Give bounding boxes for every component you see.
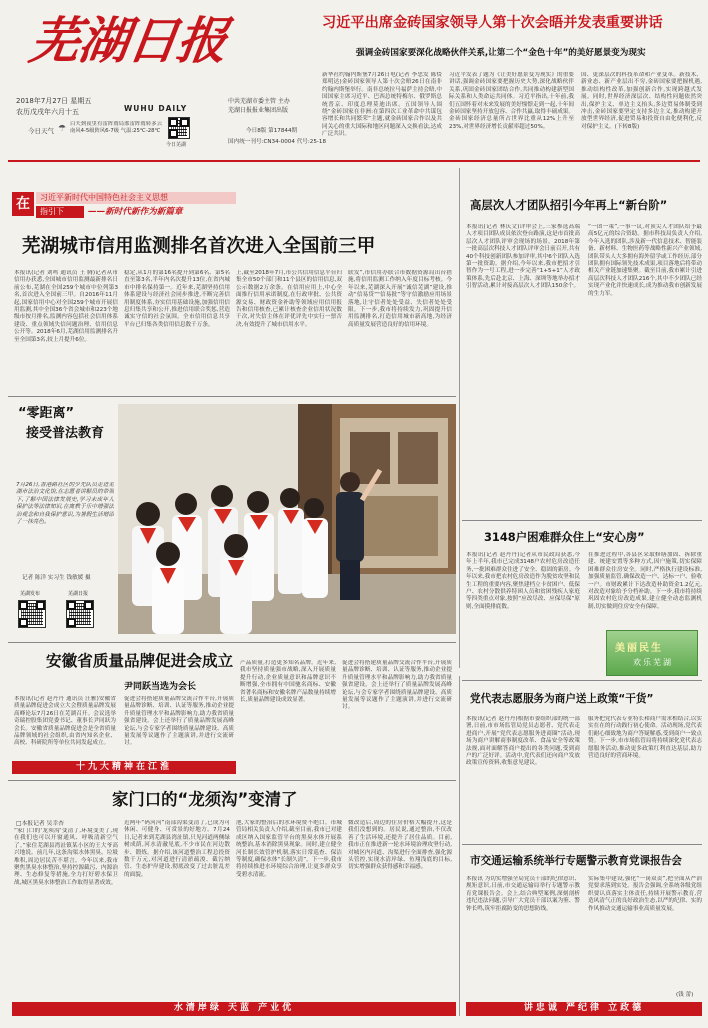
- party-headline: 党代表志愿服务为商户送上政策“干货”: [470, 693, 654, 705]
- divider: [462, 844, 702, 845]
- traffic-column-2: 实际集中建设,强化“一岗双责”,把全面从严治党要求落到实处。报告会强调,全系统各级党组织要认真落实主体责任,持续开展警示教育,营造风清气正的良好政治生态,以严的纪律、实的作风推动交通运输事业高质量发展。: [588, 876, 702, 912]
- credit-column-2: 稳定,从1月的第16名提升到第6名、第5名直至第3名,半年内名次提升13位,在省内城市中排名保持第一。近年来,芜湖坚持信用体系建设与经济社会同步推进,不断完善信用制度体系,夯实信用基础设施,加强信用信息归集共享和公开,推进信用联合奖惩,营造诚实守信的社会氛围。全市信用信息共享平台已归集各类信用信息数千万条。: [124, 270, 230, 328]
- lead-column-3: 国、更深层次的科技革命和产业变革。新技术、新业态、新产业层出不穷,金砖国家要把握机遇,推动结构性改革,加强创新合作,实现跨越式发展。同时,世界经济深层次、结构性问题依然突出,保护主义、单边主义抬头,多边贸易体制受到冲击,金砖国家要坚定支持多边主义,推动构建开放型世界经济,促进贸易和投资自由化便利化,反对保护主义。(下转8版): [581, 72, 702, 130]
- banner-kicker: 在: [12, 192, 34, 216]
- date-line: 2018年7月27日 星期五: [16, 97, 92, 105]
- lead-subhead: 强调金砖国家要深化战略伙伴关系,让第二个“金色十年”的美好愿景变为现实: [356, 48, 646, 58]
- drain-headline: 家门口的“龙须沟”变清了: [112, 790, 298, 809]
- banner-label-2: 指引下: [36, 206, 84, 218]
- drain-column-3: 池,大家的整治后的水环境赞不绝口。市城管局相关负责人介绍,截至目前,我市已对建成区纳入国家监管平台的黑臭水体开展系统整治,基本消除黑臭现象。同时,建立健全河长制长效管护机制,落实日常巡查、保洁等制度,确保水体“长制久清”。下一步,我市将持续推进水环境综合治理,让更多群众享受碧水清流。: [236, 820, 342, 878]
- divider: [8, 642, 456, 643]
- issn-line: 国内统一刊号:CN34-0004 代号:25-18: [228, 139, 327, 145]
- divider: [8, 780, 456, 781]
- weather-label: 今日天气: [28, 127, 54, 135]
- publisher-line2: 芜湖日报报业集团出版: [228, 107, 289, 114]
- qr-label: 今日芜湖: [166, 142, 187, 148]
- law-photo-credit: 记者 陈洋 实习生 钱敏媛 摄: [22, 575, 91, 581]
- law-photo-illustration: [118, 404, 456, 634]
- weather-icon: ☂: [58, 124, 67, 134]
- law-headline-1: “零距离”: [18, 406, 75, 421]
- traffic-column-1: 本报讯 为切实增强全局党员干部的纪律意识、规矩意识,日前,市交通运输局举行专题警示教育党课报告会。会上,结合典型案例,深刻剖析违纪违法问题,引导广大党员干部以案为鉴、警钟长鸣,筑牢拒腐防变的思想防线。: [466, 876, 580, 912]
- newspaper-logo: 芜湖日报: [25, 11, 231, 70]
- lead-column-2: 习近平发表了题为《让美好愿景变为现实》的重要讲话,强调金砖国家要把握历史大势,深化战略伙伴关系,巩固金砖国家团结合作,共同推动构建新型国际关系和人类命运共同体。习近平指出,十年前,我们五国怀着对未来发展的美好憧憬走到一起,十年间金砖国家坚持开放包容、合作共赢,取得丰硕成果。金砖国家经济总量所占世界比重从12%上升至23%,对世界经济增长贡献率超过50%。: [449, 72, 574, 130]
- ad-subtitle: 欢乐芜湖: [633, 658, 673, 667]
- credit-column-4: 联发”,市信用办联合市数据资源局出台措施,将信用监测工作纳入年度目标考核。今年以来,芜湖深入开展“诚信芜湖”建设,推动“信易贷”“信易批”等守信激励应用场景落地,让守信者处处受益、失信者处处受限。下一步,我市将持续发力,巩固提升信用监测排名,打造信用城市新高地,为经济高质量发展营造良好的信用环境。: [348, 270, 452, 328]
- quality-column-1: 本报讯(记者 赵丹丹 通讯员 汪雅)安徽省质量品牌促进会成立大会暨质量品牌发展高峰论坛7月26日在芜湖召开。会议选举奇瑞控股集团党委书记、董事长尹同跃为会长。安徽省质量品牌促进会是全省质量品牌领域的社会组织,由省内知名企业、高校、科研院所等单位共同发起成立。: [14, 696, 116, 747]
- quality-banner: 十九大精神在江淮: [12, 761, 236, 774]
- divider: [459, 676, 460, 1016]
- credit-column-3: 上,截至2018年7月,市公共信用信息平台归集全市50个部门和11个县区的信用信息,双公示数据2万余条。在信用应用上,中心全面推行信用承诺制度,在行政审批、公共资源交易、财政资金补助等领域应用信用报告和信用核查,已累计核查企业信用状况数千次,对失信主体在评优评先中实行一票否决,有效提升了城市信用水平。: [236, 270, 342, 328]
- drain-byline: □本报记者 吴幸杏: [16, 821, 64, 827]
- traffic-headline: 市交通运输系统举行专题警示教育党课报告会: [470, 855, 682, 867]
- divider: [462, 520, 702, 521]
- party-column-1: 本报讯(记者 赵丹丹)根据市委组织部的统一部署,日前,市市场监管局党员志愿者、党代表走进商户,开展“党代表志愿服务进商圈”活动,现场为商户讲解商事制度改革、食品安全等政策法规,面对面解答商户提出的各类问题,受到商户的广泛好评。活动中,党代表们还向商户发放政策宣传资料,收集意见建议。: [466, 716, 580, 767]
- drain-banner: 水清岸绿 天蓝 产业优: [12, 1002, 456, 1016]
- banner-label-1: 习近平新时代中国特色社会主义思想: [36, 192, 236, 204]
- law-headline-2: 接受普法教育: [26, 426, 105, 441]
- housing-column-2: 在推进过程中,各县区采取修缮加固、拆除重建、统建安置等多种方式,因户施策,切实保障困难群众住房安全。同时,严格执行建设标准,加强质量监管,确保改造一户、达标一户、验收一户。市财政累计下达改造补助资金1.2亿元,对改造对象给予分档补助。下一步,我市将持续巩固农村危房改造成果,建立健全动态监测机制,切实做到住房安全有保障。: [588, 552, 702, 610]
- talent-headline: 高层次人才团队招引今年再上“新台阶”: [470, 198, 668, 212]
- housing-headline: 3148户困难群众住上“安心房”: [484, 530, 645, 544]
- talent-column-1: 本报讯(记者 林庆文)评审会上,三家参选高端人才项目团队成员依次登台路演,这是市首批高层次人才团队评审会现场的场景。2018年第一批高层次科技人才团队评审会日前召开,共有40个科技创新团队参加评审,其中6个团队入选第一批资助。据介绍,今年以来,我市把招才引智作为一号工程,进一步完善“1+5+1”人才政策体系,先后赴北京、上海、深圳等地举办招才引智活动,累计对接高层次人才团队150余个。: [466, 224, 580, 290]
- edition-line: 今日8版 第17844期: [246, 128, 298, 134]
- traffic-author: (钱 蕾): [676, 992, 694, 998]
- quality-column-2: 促进会将搭建质量品牌交流合作平台,开展质量品牌诊断、培训、认证等服务,推动企业提升质量管理水平和品牌影响力,助力我省质量强省建设。会上还举行了质量品牌发展高峰论坛,与会专家学者围绕质量品牌建设、高质量发展等议题作了主题演讲,并进行交流研讨。: [124, 696, 234, 747]
- publisher-line1: 中共芜湖市委主管 主办: [228, 98, 290, 105]
- quality-column-4: 促进会将搭建质量品牌交流合作平台,开展质量品牌诊断、培训、认证等服务,推动企业提升质量管理水平和品牌影响力,助力我省质量强省建设。会上还举行了质量品牌发展高峰论坛,与会专家学者围绕质量品牌建设、高质量发展等议题作了主题演讲,并进行交流研讨。: [342, 660, 452, 711]
- housing-column-1: 本报讯(记者 赵丹丹)记者从市民政局获悉,今年上半年,我市已完成3148户农村危房改造任务,一批困难群众住进了安全、稳固的新房。今年以来,我市把农村危房改造作为脱贫攻坚和民生工程的重要内容,聚焦建档立卡贫困户、低保户、农村分散供养特困人员和贫困残疾人家庭等四类重点对象,按照“应改尽改、应保尽保”原则,全面摸排底数。: [466, 552, 580, 610]
- party-column-2: 服务把党代表专业特长和商户需求相结合,以实实在在的行动践行初心使命。活动现场,党代表们耐心细致地为商户答疑解惑,受到商户一致点赞。下一步,市市场监管局将持续深化党代表志愿服务活动,推动更多政策红利直达基层,助力营造良好的营商环境。: [588, 716, 702, 760]
- divider: [462, 680, 702, 681]
- drain-column-1: “家门口的‘龙须沟’变清了,环境变美了,现在我们也可以开窗通风、呼吸清新空气了。”家住芜湖县湾沚镇某小区的王大爷高兴地说。前几年,这条沟渠水体黑臭、垃圾堆积,周边居民苦不堪言。今年以来,我市聚焦黑臭水体整治,坚持控源截污、内源治理、生态修复等措施,全力打好碧水保卫战,城区黑臭水体整治工作取得显著成效。: [14, 828, 118, 886]
- drain-column-4: 微改造后,周边的住房价格大幅提升,这是我们没想到的。居民说,通过整治,不仅改善了生活环境,还提升了居住品质。目前,我市正在推进新一轮水环境治理攻坚行动,对城区内河道、沟渠进行全面排查,强化源头管控,实现水清岸绿、鱼翔浅底的目标,切实增强群众获得感和幸福感。: [348, 820, 452, 871]
- traffic-banner: 讲忠诚 严纪律 立政德: [466, 1002, 702, 1016]
- credit-headline: 芜湖城市信用监测排名首次进入全国前三甲: [22, 236, 376, 257]
- qr-code-ribao: [66, 600, 94, 628]
- qr1-label: 芜湖发布: [20, 591, 41, 597]
- lunar-line: 农历戊戌年六月十五: [16, 108, 79, 116]
- english-name: WUHU DAILY: [124, 104, 188, 113]
- public-service-ad: [606, 630, 698, 676]
- masthead-qr-code: [168, 117, 190, 139]
- quality-subhead: 尹同跃当选为会长: [124, 682, 197, 692]
- lead-headline: 习近平出席金砖国家领导人第十次会晤并发表重要讲话: [322, 15, 663, 31]
- qr-code-fabu: [18, 600, 46, 628]
- law-photo: [118, 404, 456, 634]
- credit-column-1: 本报讯(记者 刘鸣 通讯员 王 腾)记者从市信用办获悉,全国城市信用监测最新排名日前公布,芜湖在全国259个城市中位列第3名,首次进入全国前三甲。自2016年11月起,国家信用中心对全国259个城市开展信用监测,其中全国36个省会城市和223个地级市按月排名,监测内容包括社会信用体系建设、重点领域失信问题治理、信用信息公开等。2018年6月,芜湖信用监测排名升至全国第3名,较上月提升6位。: [14, 270, 118, 343]
- law-caption: 7月26日,香港路社区的少先队员走进芜湖市法治文化馆,在志愿者讲解员的带领下,了解中国法律发展史,学习未成年人保护法等法律知识,在寓教于乐中增强法治观念和自我保护意识,为暑假生活增添了一抹亮色。: [16, 482, 114, 526]
- divider: [459, 168, 460, 668]
- banner-slogan: ——新时代新作为新篇章: [88, 207, 183, 217]
- quality-headline: 安徽省质量品牌促进会成立: [46, 652, 234, 670]
- ad-title: 美丽民生: [615, 643, 663, 654]
- xi-column-banner: [12, 192, 318, 226]
- talent-column-2: “一团一策”,一事一议,对顶尖人才团队给予最高5亿元的综合资助。据市科技局负责人介绍,今年入选的团队,涉及新一代信息技术、智能装备、新材料、生物医药等战略性新兴产业领域,团队带头人大多拥有海外留学或工作经历,部分团队拥有国际领先技术成果,项目落地后将带动相关产业链加速集聚。截至目前,我市累计引进高层次科技人才团队216个,其中不少团队已经实现产业化并快速成长,成为推动我市创新发展的生力军。: [588, 224, 702, 297]
- divider: [8, 160, 700, 162]
- drain-column-2: 近两年“码河河”南部沟渠变清了,已成为可休闲、可健身、可赏景的好地方。7月24日,记者来到芜湖县湾沚镇,只见河道两侧绿树成荫,河水清澈见底,不少市民在河边散步、锻炼。据介绍,该河道整治工程总投资数千万元,对河道进行清淤疏浚、截污纳管、生态护岸建设,彻底改变了过去脏乱差的面貌。: [124, 820, 230, 878]
- divider: [8, 396, 456, 397]
- weather-text: 白天到夜里有雷阵雨局部雷阵雨转多云 南风4-5级阵风6-7级 气温:25℃-28℃: [70, 121, 162, 134]
- lead-column-1: 新华社约翰内斯堡7月26日电(记者 李忠发 陈贽 郑明达)金砖国家领导人第十次会晤26日在南非约翰内斯堡举行。南非总统拉马福萨主持会晤,中国国家主席习近平、巴西总统特梅尔、俄罗斯总统普京、印度总理莫迪出席。五国领导人围绕“金砖国家在非洲:在第四次工业革命中共谋包容增长和共同繁荣”主题,就金砖国家合作以及共同关心的重大国际和地区问题深入交换看法,达成广泛共识。: [322, 72, 442, 138]
- quality-column-3: 产品质量,打造更多知名品牌。近年来,我市坚持质量强市战略,深入开展质量提升行动,企业质量意识和品牌意识不断增强,全市拥有中国驰名商标、安徽省著名商标和安徽名牌产品数量持续增长,质量品牌建设成效显著。: [240, 660, 336, 704]
- qr2-label: 芜湖日报: [68, 591, 89, 597]
